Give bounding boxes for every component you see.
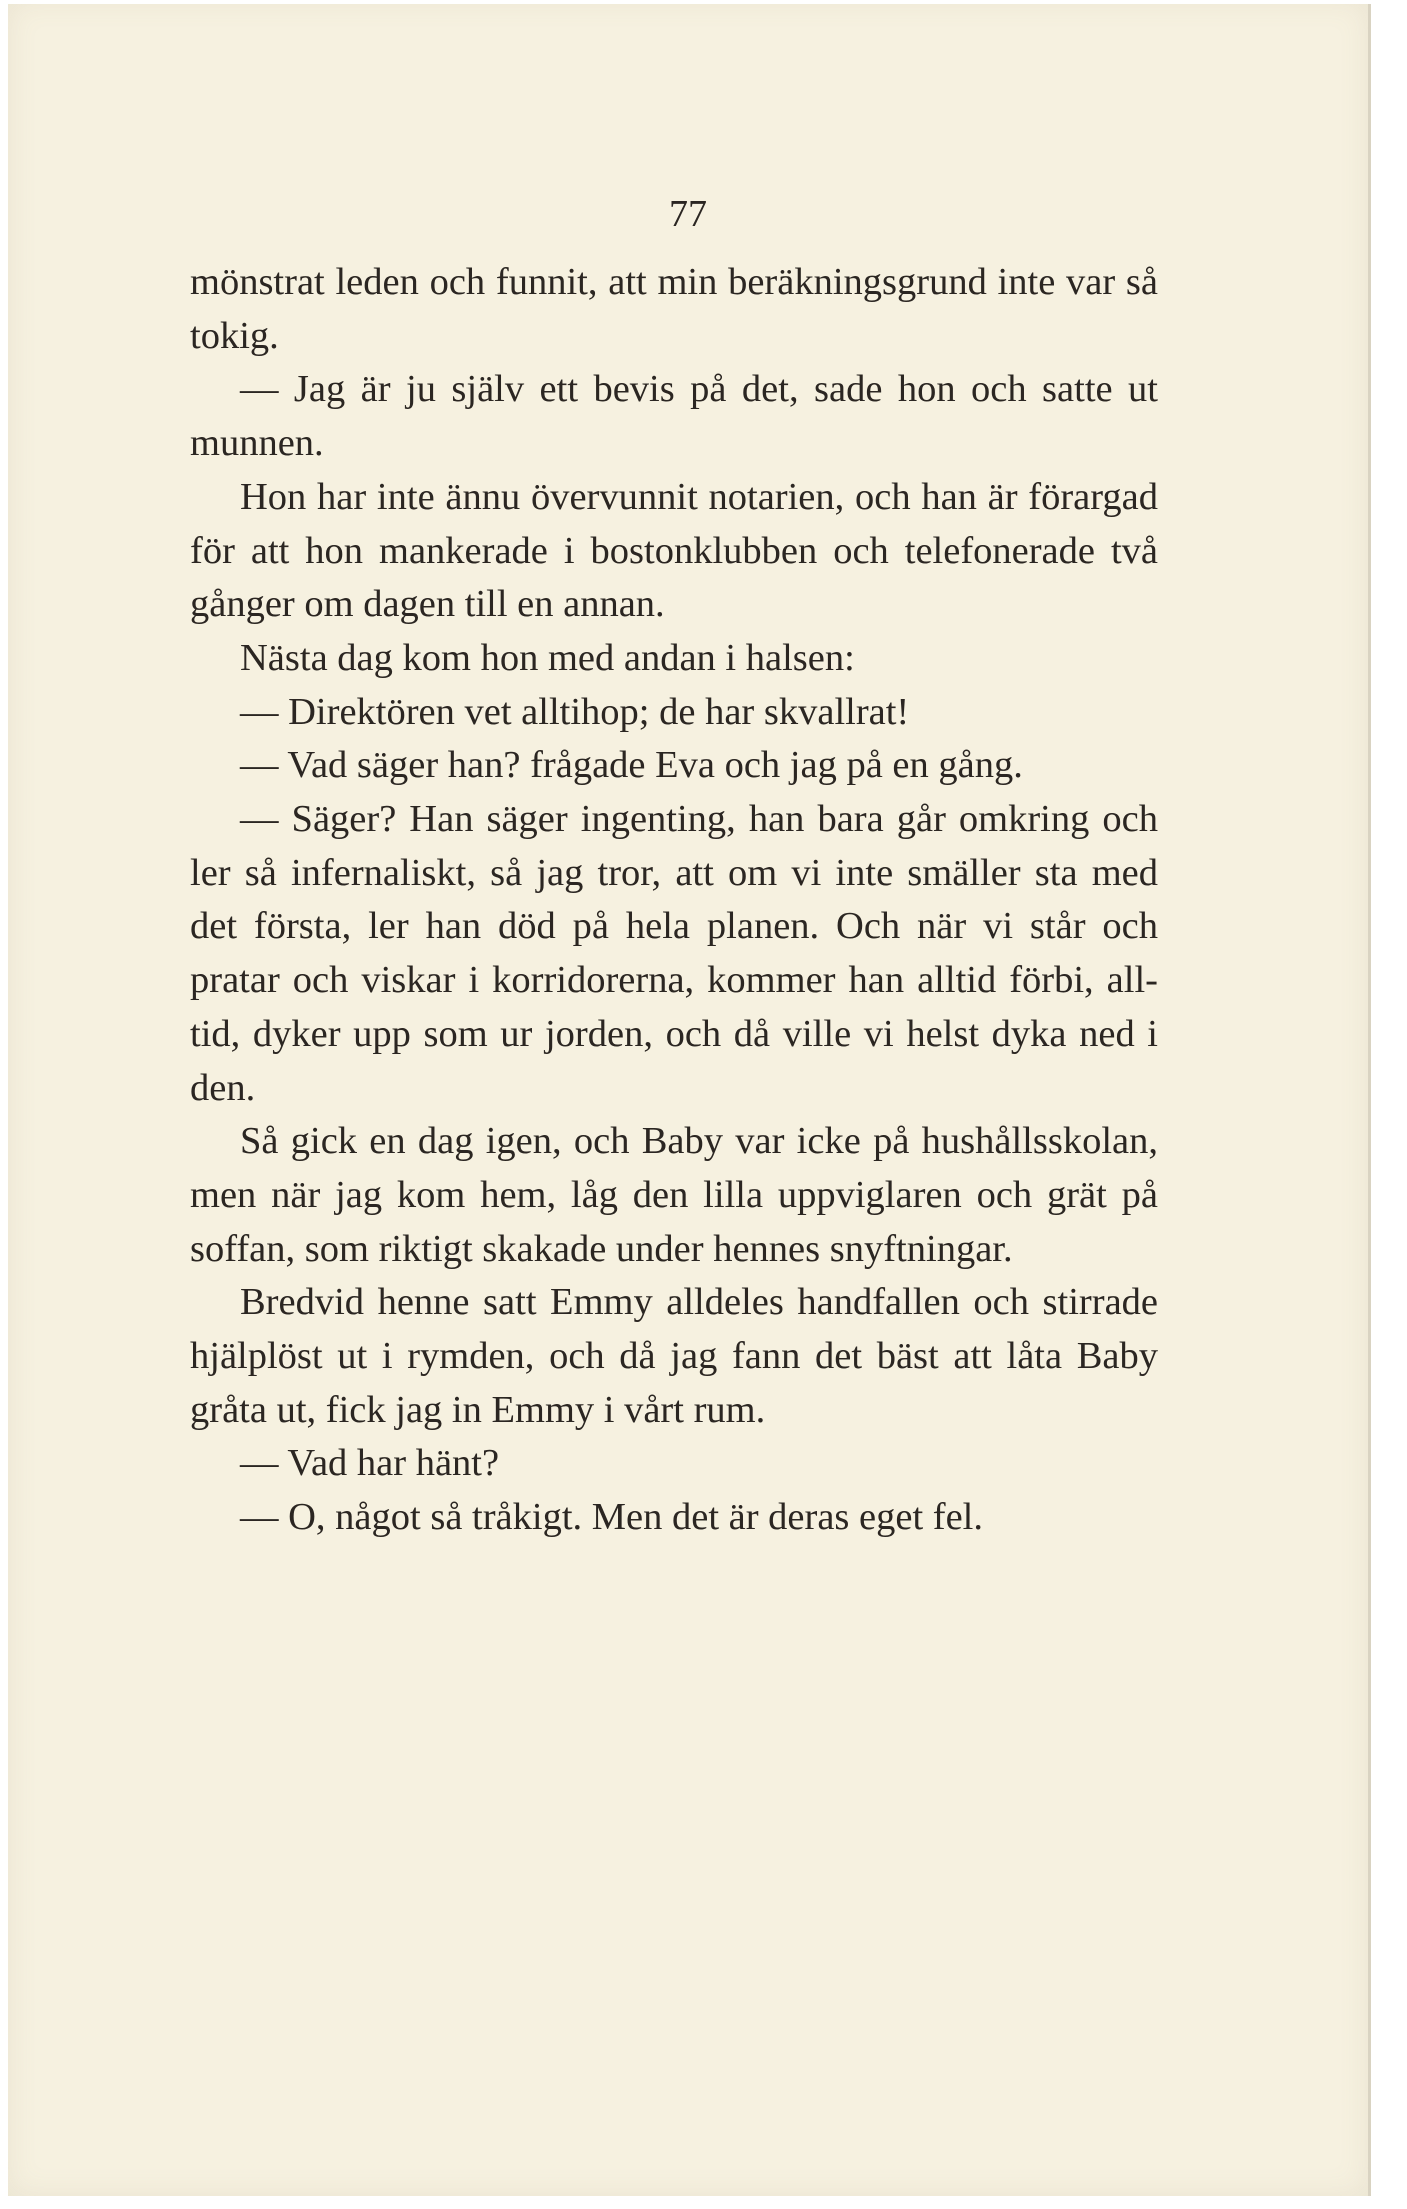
paragraph: Hon har inte ännu övervunnit notarien, och han är förargad för att hon mankerade i bostonklubben och telefonerade två gånger om dagen till en annan. — [190, 475, 1158, 626]
paragraph: Nästa dag kom hon med andan i halsen: — [240, 636, 855, 679]
paragraph: — Vad har hänt? — [240, 1442, 500, 1485]
paragraph: — Vad säger han? frågade Eva och jag på en gång. — [240, 744, 1023, 787]
page-number: 77 — [669, 193, 707, 235]
paragraph: Så gick en dag igen, och Baby var icke på hushållsskolan, men när jag kom hem, låg den lilla uppviglaren och grät på soffan, som riktigt skakade under hennes snyftningar. — [190, 1120, 1158, 1270]
paragraph: mönstrat leden och funnit, att min beräkningsgrund inte var så tokig. — [190, 261, 1158, 357]
paragraph: — Direktören vet alltihop; de har skvallrat! — [240, 690, 910, 733]
book-page — [8, 0, 1371, 2196]
paragraph: — Säger? Han säger ingenting, han bara går omkring och ler så infernaliskt, så jag tror, att om vi inte smäller sta med det första, ler han död på hela planen. Och när vi står och pratar och viskar i korridorerna, kommer han alltid förbi, alltid, dyker upp som ur jorden, och då ville vi helst dyka ned i den. — [190, 798, 1158, 1109]
paragraph: Bredvid henne satt Emmy alldeles handfallen och stirrade hjälplöst ut i rymden, och då jag fann det bäst att låta Baby gråta ut, fick jag in Emmy i vårt rum. — [190, 1281, 1158, 1431]
body-text — [190, 256, 1158, 1545]
paragraph: — Jag är ju själv ett bevis på det, sade hon och satte ut munnen. — [190, 368, 1158, 465]
paragraph: — O, något så tråkigt. Men det är deras eget fel. — [240, 1496, 984, 1539]
page-edge — [0, 0, 1407, 4]
